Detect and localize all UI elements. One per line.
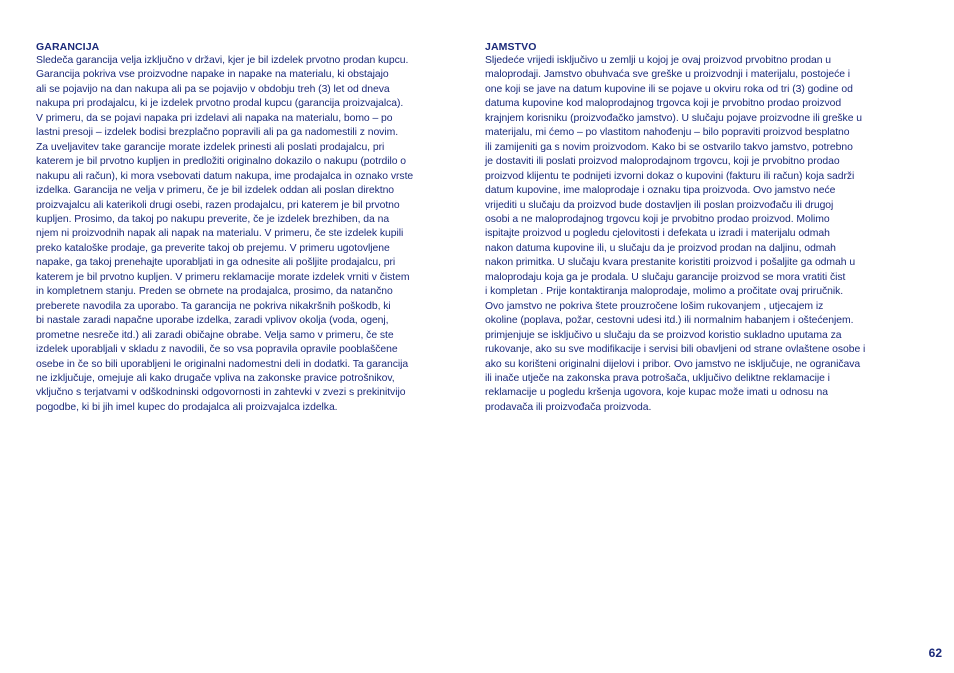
text-line: katerem je bil prvotno kupljen. V primeru reklamacije morate izdelek vrniti v čistem (36, 271, 410, 283)
text-line: ali se pojavijo na dan nakupa ali pa se pojavijo v obdobju treh (3) let od dneva (36, 83, 390, 95)
warranty-column-slovenian (36, 41, 466, 415)
section-heading-garancija: GARANCIJA (36, 41, 100, 53)
text-line: Sledeča garancija velja izključno v državi, kjer je bil izdelek prvotno prodan kupcu. (36, 55, 409, 66)
text-line: reklamacije u pogledu kršenja ugovora, koje kupac može imati u odnosu na (485, 387, 828, 399)
text-line: ako su korišteni originalni dijelovi i pribor. Ovo jamstvo ne isključuje, ne ograničava (485, 358, 861, 370)
warranty-column-croatian (485, 41, 913, 415)
text-line: rukovanje, ako su sve modifikacije i servisi bili obavljeni od strane ovlaštene osobe i (485, 344, 866, 356)
text-line: osebe in če so bili uporabljeni le originalni nadomestni deli in dodatki. Ta garancija (36, 358, 409, 370)
text-line: krajnjem korisniku (proizvođačko jamstvo). U slučaju pojave proizvodne ili greške u (485, 112, 863, 124)
text-line: njem ni proizvodnih napak ali napak na materialu. V primeru, če ste izdelek kupili (36, 228, 404, 240)
text-line: pogodbe, ki bi jih imel kupec do prodajalca ali proizvajalca izdelka. (36, 401, 338, 413)
text-line: materijalu, mi ćemo – po vlastitom nahođenju – bilo popraviti proizvod besplatno (485, 127, 850, 139)
text-line: izdelka. Garancija ne velja v primeru, če je bil izdelek oddan ali poslan direktno (36, 185, 395, 197)
text-line: datuma kupovine kod maloprodajnog trgovca koji je prvobitno prodao proizvod (485, 98, 842, 110)
text-line: ne izključuje, omejuje ali kako drugače vpliva na zakonske pravice potrošnikov, (36, 372, 395, 384)
text-line: datum kupovine, ime maloprodaje i oznaku tipa proizvoda. Ovo jamstvo neće (485, 185, 836, 197)
text-line: maloprodaju koja ga je prodala. U slučaju garancije proizvod se mora vratiti čist (485, 271, 846, 283)
text-line: preko kataloške prodaje, ga preverite takoj ob prejemu. V primeru ugotovljene (36, 242, 390, 254)
text-line: Za uveljavitev take garancije morate izdelek prinesti ali poslati prodajalcu, pri (36, 141, 385, 153)
text-line: nakon primitka. U slučaju kvara prestanite koristiti proizvod i pošaljite ga odmah u (485, 257, 856, 269)
text-line: V primeru, da se pojavi napaka pri izdelavi ali napaka na materialu, bomo – po (36, 112, 393, 124)
text-line: prometne nesreče itd.) ali zaradi običajne obrabe. Velja samo v primeru, če ste (36, 329, 394, 341)
text-line: nakon datuma kupovine ili, u slučaju da je proizvod prodan na daljinu, odmah (485, 242, 836, 254)
text-line: lastni presoji – izdelek bodisi brezplačno popravili ali pa ga nadomestili z novim. (36, 127, 399, 139)
section-heading-jamstvo: JAMSTVO (485, 41, 537, 53)
text-line: ispitajte proizvod u pogledu cjelovitosti i defekata u izradi i materijalu odmah (485, 228, 830, 240)
text-line: katerem je bil prvotno kupljen in predložiti originalno dokazilo o nakupu (potrdilo o (36, 156, 407, 168)
text-line: ili zamijeniti ga s novim proizvodom. Kako bi se ostvarilo takvo jamstvo, potrebno (485, 141, 853, 153)
warranty-text-croatian (485, 54, 913, 415)
text-line: Ovo jamstvo ne pokriva štete prouzročene lošim rukovanjem , utjecajem iz (485, 300, 824, 312)
warranty-text-slovenian (36, 54, 466, 415)
text-line: maloprodaji. Jamstvo obuhvaća sve greške u proizvodnji i materijalu, postojeće i (485, 69, 851, 81)
text-line: preberete navodila za uporabo. Ta garancija ne pokriva nikakršnih poškodb, ki (36, 300, 391, 312)
text-line: nakupa pri prodajalcu, ki je izdelek prvotno prodal kupcu (garancija proizvajalca). (36, 98, 404, 110)
text-line: in kompletnem stanju. Preden se obrnete na prodajalca, prosimo, da natančno (36, 286, 393, 298)
text-line: one koji se jave na datum kupovine ili se pojave u okviru roka od tri (3) godine od (485, 83, 853, 95)
text-line: napake, ga takoj prenehajte uporabljati in ga odnesite ali pošljite prodajalcu, pri (36, 257, 396, 269)
text-line: primjenjuje se isključivo u slučaju da se proizvod koristio sukladno uputama za (485, 329, 842, 341)
text-line: proizvod klijentu te podnijeti izvorni dokaz o kupovini (fakturu ili račun) koja sadrži (485, 170, 855, 182)
text-line: i kompletan . Prije kontaktiranja maloprodaje, molimo a pročitate ovaj priručnik. (485, 286, 844, 298)
text-line: vključno s terjatvami v odškodninski odgovornosti in zahtevki v zvezi s prekinitvijo (36, 387, 406, 399)
text-line: prodavača ili proizvođača proizvoda. (485, 401, 652, 413)
text-line: osobi a ne maloprodajnog trgovcu koji je prvobitno prodao proizvod. Molimo (485, 213, 830, 225)
text-line: Sljedeće vrijedi isključivo u zemlji u kojoj je ovaj proizvod prvobitno prodan u (485, 55, 831, 66)
text-line: vrijediti u slučaju da proizvod bude dostavljen ili poslan proizvođaču ili drugoj (485, 199, 834, 211)
page-number: 62 (928, 646, 942, 660)
text-line: ili inače utječe na zakonska prava potrošača, uključivo deliktne reklamacije i (485, 372, 830, 384)
text-line: bi nastale zaradi napačne uporabe izdelka, zaradi vplivov okolja (voda, ogenj, (36, 315, 389, 327)
text-line: je dostaviti ili poslati proizvod maloprodajnom trgovcu, koji je prvobitno prodao (485, 156, 840, 168)
text-line: Garancija pokriva vse proizvodne napake in napake na materialu, ki obstajajo (36, 69, 389, 81)
text-line: okoline (poplava, požar, cestovni udesi itd.) ili normalnim habanjem i oštećenjem. (485, 315, 854, 327)
text-line: izdelek uporabljali v skladu z navodili, če so vsa popravila opravile pooblaščene (36, 344, 398, 356)
text-line: kupljen. Prosimo, da takoj po nakupu preverite, če je izdelek brezhiben, da na (36, 213, 390, 225)
text-line: nakupu ali račun), ki mora vsebovati datum nakupa, ime prodajalca in oznako vrste (36, 170, 414, 182)
text-line: proizvajalcu ali katerikoli drugi osebi, razen prodajalcu, pri katerem je bil prvotno (36, 199, 400, 211)
